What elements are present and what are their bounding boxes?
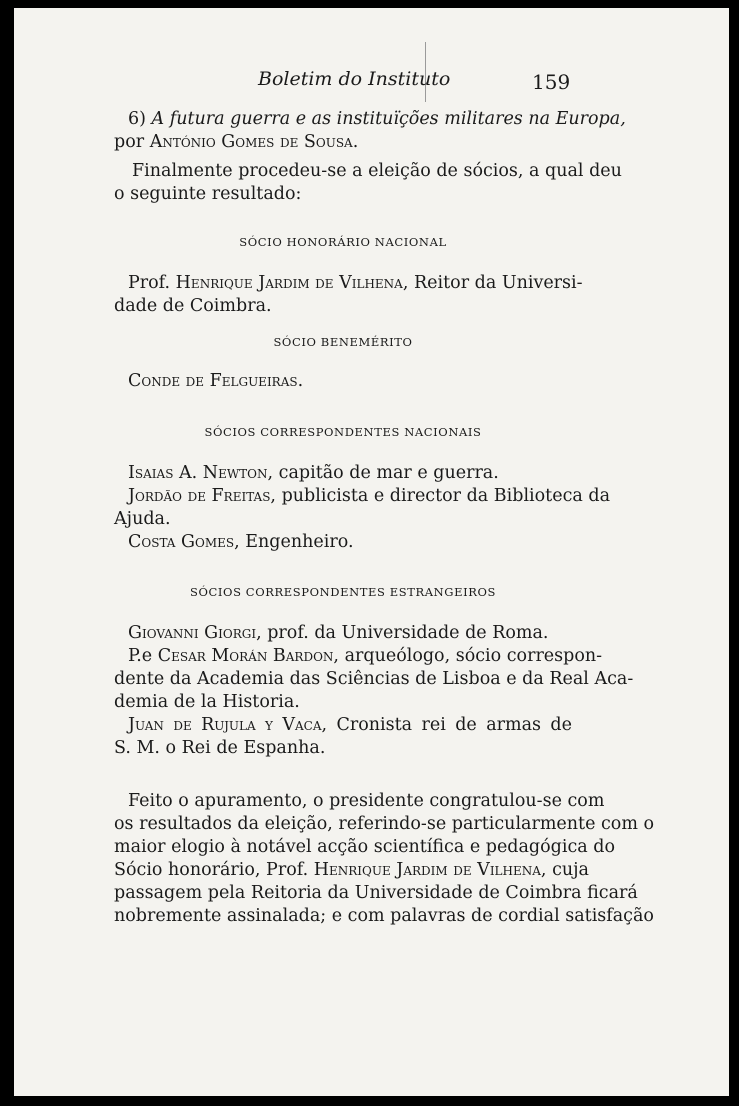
- estrangeiro-entry-2: P.e Cesar Morán Bardon, arqueólogo, sócio correspon-: [128, 646, 603, 666]
- closing-line3: maior elogio à notável acção scientífica e pedagógica do: [114, 837, 616, 857]
- honorario-line2: dade de Coimbra.: [114, 296, 272, 316]
- closing-line1: Feito o apuramento, o presidente congratulou-se com: [128, 791, 605, 811]
- honorario-line1: Prof. Henrique Jardim de Vilhena, Reitor da Universi-: [128, 273, 583, 293]
- benemerito-name: Conde de Felgueiras.: [128, 371, 304, 391]
- closing-line2: os resultados da eleição, referindo-se particularmente com o: [114, 814, 655, 834]
- page: [14, 8, 729, 1096]
- item6-title: A futura guerra e as instituïções militares na Europa,: [151, 109, 626, 129]
- nacional-entry-2: Jordão de Freitas, publicista e director da Biblioteca da: [128, 486, 611, 506]
- item6-author: António Gomes de Sousa.: [149, 132, 359, 152]
- page-number: 159: [532, 70, 571, 94]
- closing-line4: Sócio honorário, Prof. Henrique Jardim de Vilhena, cuja: [114, 860, 589, 880]
- item6-line1: 6) A futura guerra e as instituïções militares na Europa,: [128, 109, 626, 129]
- nacional-entry-3: Costa Gomes, Engenheiro.: [128, 532, 354, 552]
- estrangeiro-entry-2-cont2: demia de la Historia.: [114, 692, 300, 712]
- heading-correspondentes-nacionais: SÓCIOS CORRESPONDENTES NACIONAIS: [204, 425, 482, 439]
- nacional-entry-1: Isaias A. Newton, capitão de mar e guerra.: [128, 463, 499, 483]
- estrangeiro-entry-2-cont1: dente da Academia das Sciências de Lisboa e da Real Aca-: [114, 669, 634, 689]
- heading-correspondentes-estrangeiros: SÓCIOS CORRESPONDENTES ESTRANGEIROS: [190, 585, 496, 599]
- estrangeiro-entry-3-cont: S. M. o Rei de Espanha.: [114, 738, 326, 758]
- closing-line6: nobremente assinalada; e com palavras de cordial satisfação: [114, 906, 654, 926]
- estrangeiro-entry-3: Juan de Rujula y Vaca, Cronista rei de armas de: [128, 715, 572, 735]
- nacional-entry-2-cont: Ajuda.: [114, 509, 171, 529]
- item6-line2: por António Gomes de Sousa.: [114, 132, 359, 152]
- intro-line2: o seguinte resultado:: [114, 184, 302, 204]
- heading-socio-honorario: SÓCIO HONORÁRIO NACIONAL: [239, 235, 447, 249]
- closing-line5: passagem pela Reitoria da Universidade de Coimbra ficará: [114, 883, 638, 903]
- running-header: Boletim do Instituto: [258, 68, 451, 90]
- estrangeiro-entry-1: Giovanni Giorgi, prof. da Universidade de Roma.: [128, 623, 549, 643]
- intro-line1: Finalmente procedeu-se a eleição de sócios, a qual deu: [132, 161, 622, 181]
- heading-socio-benemerito: SÓCIO BENEMÉRITO: [273, 335, 413, 349]
